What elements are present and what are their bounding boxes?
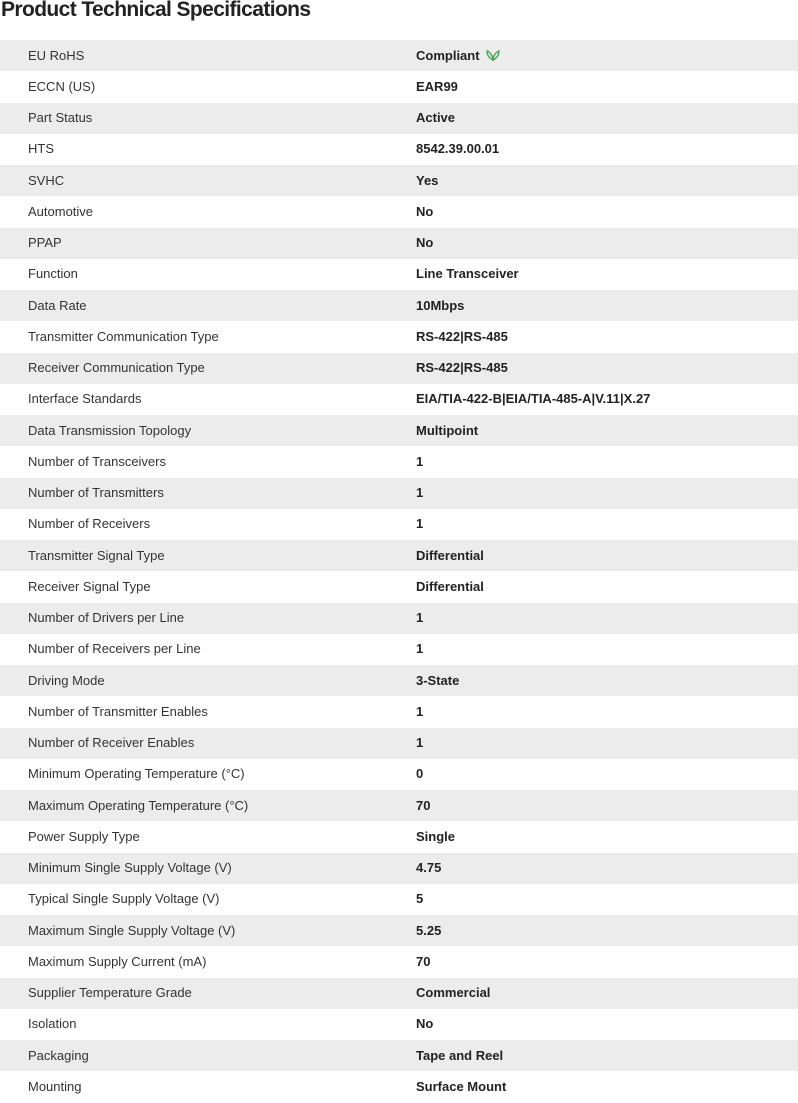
spec-value: 4.75 xyxy=(416,860,442,876)
spec-value-cell xyxy=(388,196,798,227)
spec-value-cell xyxy=(388,759,798,790)
spec-value: RS-422|RS-485 xyxy=(416,328,508,344)
spec-value: 10Mbps xyxy=(416,297,465,313)
spec-value-cell xyxy=(388,634,798,665)
spec-value: 5 xyxy=(416,891,424,907)
spec-name: Minimum Single Supply Voltage (V) xyxy=(28,860,232,876)
spec-name: Number of Drivers per Line xyxy=(28,610,185,626)
spec-value-cell xyxy=(388,415,798,446)
spec-row xyxy=(0,290,798,321)
spec-value: EIA/TIA-422-B|EIA/TIA-485-A|V.11|X.27 xyxy=(416,391,651,407)
spec-value-cell xyxy=(388,728,798,759)
spec-row xyxy=(0,196,798,227)
spec-value-cell xyxy=(388,103,798,134)
spec-value-cell xyxy=(388,790,798,821)
spec-name: Transmitter Signal Type xyxy=(28,547,165,563)
spec-name: Receiver Communication Type xyxy=(28,360,205,376)
spec-value: Surface Mount xyxy=(416,1078,507,1094)
spec-value: 1 xyxy=(416,453,424,469)
spec-row xyxy=(0,665,798,696)
spec-value-cell xyxy=(388,946,798,977)
spec-row xyxy=(0,884,798,915)
spec-row xyxy=(0,696,798,727)
page-title: Product Technical Specifications xyxy=(1,0,311,21)
spec-row xyxy=(0,759,798,790)
spec-row xyxy=(0,978,798,1009)
spec-name: Maximum Single Supply Voltage (V) xyxy=(28,922,236,938)
spec-name: HTS xyxy=(28,141,54,157)
spec-value-cell xyxy=(388,290,798,321)
spec-value: No xyxy=(416,235,434,251)
spec-row xyxy=(0,821,798,852)
spec-value: 1 xyxy=(416,485,424,501)
spec-row xyxy=(0,540,798,571)
spec-row xyxy=(0,228,798,259)
spec-row xyxy=(0,384,798,415)
spec-row xyxy=(0,853,798,884)
spec-value-cell xyxy=(388,853,798,884)
spec-name: Receiver Signal Type xyxy=(28,578,151,594)
spec-value-cell xyxy=(388,571,798,602)
spec-value-cell xyxy=(388,1040,798,1071)
spec-value-cell xyxy=(388,40,798,71)
spec-name: Number of Transceivers xyxy=(28,453,166,469)
spec-table xyxy=(0,40,798,1103)
spec-name: Mounting xyxy=(28,1078,82,1094)
spec-value: 3-State xyxy=(416,672,460,688)
spec-row xyxy=(0,1071,798,1102)
spec-value-cell xyxy=(388,978,798,1009)
spec-value: Multipoint xyxy=(416,422,479,438)
spec-value: Yes xyxy=(416,172,439,188)
spec-value: No xyxy=(416,203,434,219)
spec-name: Typical Single Supply Voltage (V) xyxy=(28,891,220,907)
spec-name: Number of Receivers xyxy=(28,516,151,532)
spec-row xyxy=(0,634,798,665)
spec-value: 70 xyxy=(416,953,431,969)
spec-name: Number of Transmitter Enables xyxy=(28,703,208,719)
spec-value: Active xyxy=(416,110,456,126)
spec-value-cell xyxy=(388,696,798,727)
spec-value: 5.25 xyxy=(416,922,442,938)
spec-name: Maximum Operating Temperature (°C) xyxy=(28,797,249,813)
spec-value-cell xyxy=(388,71,798,102)
spec-row xyxy=(0,71,798,102)
spec-name: Data Transmission Topology xyxy=(28,422,192,438)
spec-value-cell xyxy=(388,353,798,384)
spec-value-cell xyxy=(388,603,798,634)
spec-value-cell xyxy=(388,1009,798,1040)
spec-name: Part Status xyxy=(28,110,93,126)
spec-row xyxy=(0,259,798,290)
spec-value: RS-422|RS-485 xyxy=(416,360,508,376)
spec-row xyxy=(0,1040,798,1071)
spec-value-cell xyxy=(388,446,798,477)
spec-value-cell xyxy=(388,915,798,946)
spec-row xyxy=(0,1009,798,1040)
spec-value: 1 xyxy=(416,516,424,532)
spec-value-cell xyxy=(388,1071,798,1102)
spec-value-cell xyxy=(388,228,798,259)
spec-value: Commercial xyxy=(416,985,491,1001)
spec-value: 1 xyxy=(416,735,424,751)
spec-value-cell xyxy=(388,134,798,165)
spec-row xyxy=(0,915,798,946)
spec-row xyxy=(0,509,798,540)
spec-row xyxy=(0,728,798,759)
spec-value-cell xyxy=(388,540,798,571)
spec-name: Number of Receivers per Line xyxy=(28,641,201,657)
spec-value-cell xyxy=(388,259,798,290)
spec-value-cell xyxy=(388,321,798,352)
spec-name: Automotive xyxy=(28,203,94,219)
spec-value-cell xyxy=(388,165,798,196)
spec-name: Minimum Operating Temperature (°C) xyxy=(28,766,245,782)
spec-row xyxy=(0,571,798,602)
spec-name: Data Rate xyxy=(28,297,87,313)
spec-value-cell xyxy=(388,821,798,852)
spec-value: Tape and Reel xyxy=(416,1047,504,1063)
spec-name: Supplier Temperature Grade xyxy=(28,985,192,1001)
spec-name: Isolation xyxy=(28,1016,77,1032)
spec-value-cell xyxy=(388,384,798,415)
spec-value: 0 xyxy=(416,766,424,782)
spec-value: 8542.39.00.01 xyxy=(416,141,500,157)
spec-name: Power Supply Type xyxy=(28,828,140,844)
spec-name: EU RoHS xyxy=(28,47,85,63)
spec-row xyxy=(0,446,798,477)
spec-table-body xyxy=(0,40,798,1103)
spec-row xyxy=(0,790,798,821)
spec-row xyxy=(0,40,798,71)
spec-row xyxy=(0,103,798,134)
spec-row xyxy=(0,478,798,509)
spec-value: 1 xyxy=(416,641,424,657)
spec-name: Function xyxy=(28,266,78,282)
spec-name: Interface Standards xyxy=(28,391,142,407)
spec-name: Number of Receiver Enables xyxy=(28,735,195,751)
spec-row xyxy=(0,134,798,165)
spec-value-cell xyxy=(388,478,798,509)
spec-name: PPAP xyxy=(28,235,62,251)
leaf-icon xyxy=(486,49,500,61)
spec-row xyxy=(0,353,798,384)
spec-value: Differential xyxy=(416,578,484,594)
spec-name: Number of Transmitters xyxy=(28,485,164,501)
spec-row xyxy=(0,415,798,446)
spec-value-cell xyxy=(388,665,798,696)
spec-value: 1 xyxy=(416,610,424,626)
spec-name: Driving Mode xyxy=(28,672,105,688)
spec-value: Line Transceiver xyxy=(416,266,519,282)
spec-value: EAR99 xyxy=(416,78,458,94)
spec-value-cell xyxy=(388,509,798,540)
spec-row xyxy=(0,165,798,196)
spec-value: Compliant xyxy=(416,47,480,63)
spec-row xyxy=(0,321,798,352)
spec-name: Packaging xyxy=(28,1047,89,1063)
spec-row xyxy=(0,946,798,977)
spec-value: Single xyxy=(416,828,456,844)
spec-value: 70 xyxy=(416,797,431,813)
spec-value: Differential xyxy=(416,547,484,563)
spec-row xyxy=(0,603,798,634)
spec-name: Maximum Supply Current (mA) xyxy=(28,953,207,969)
spec-value: No xyxy=(416,1016,434,1032)
spec-name: ECCN (US) xyxy=(28,78,96,94)
spec-value: 1 xyxy=(416,703,424,719)
spec-value-cell xyxy=(388,884,798,915)
spec-name: Transmitter Communication Type xyxy=(28,328,219,344)
spec-name: SVHC xyxy=(28,172,65,188)
